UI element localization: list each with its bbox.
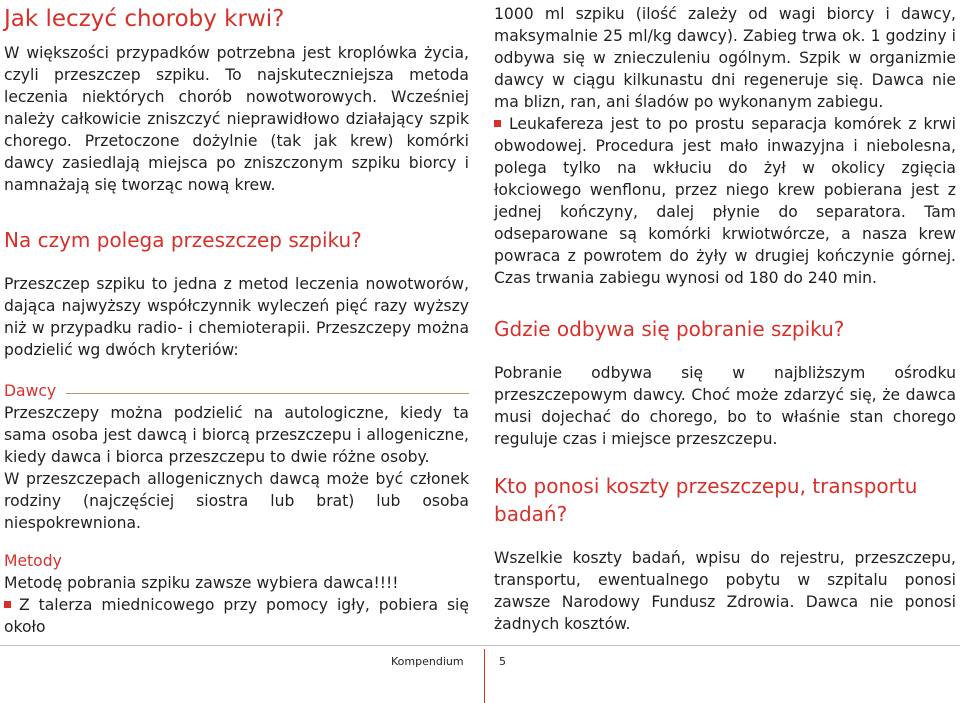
page-title: Jak leczyć choroby krwi? bbox=[4, 6, 285, 32]
right-column bbox=[494, 0, 956, 635]
transplant-paragraph: Przeszczep szpiku to jedna z metod leczenia nowotworów, dająca najwyższy współczynnik wyleczeń pięć razy wyższy niż w przypadku radio- i chemioterapii. Przeszczepy można podzielić wg dwóch kryteriów: bbox=[4, 275, 469, 359]
heading-rule bbox=[66, 393, 469, 394]
where-paragraph: Pobranie odbywa się w najbliższym ośrodku przeszczepowym dawcy. Choć może zdarzyć się, że dawca musi dojechać do chorego, bo to właśnie stan chorego reguluje czas i miejsce przeszczepu. bbox=[494, 364, 956, 448]
section-heading-where: Gdzie odbywa się pobranie szpiku? bbox=[494, 317, 845, 341]
methods-bullet-1 bbox=[4, 594, 469, 638]
bullet-1-continuation: 1000 ml szpiku (ilość zależy od wagi biorcy i dawcy, maksymalnie 25 ml/kg dawcy). Zabieg trwa ok. 1 godziny i odbywa się w znieczuleniu ogólnym. Szpik w organizmie dawcy w ciągu kilkunastu dni regeneruje się. Dawca nie ma blizn, ran, ani śladów po wykonanym zabiegu. bbox=[494, 5, 956, 111]
methods-bullet-2 bbox=[494, 113, 956, 289]
methods-heading: Metody bbox=[4, 552, 62, 570]
page-number: 5 bbox=[499, 655, 506, 668]
methods-heading-row bbox=[4, 550, 469, 572]
methods-bullet-1-text: Z talerza miednicowego przy pomocy igły, pobiera się około bbox=[4, 596, 469, 636]
bullet-square-icon bbox=[494, 120, 501, 127]
methods-intro: Metodę pobrania szpiku zawsze wybiera dawca!!!! bbox=[4, 574, 399, 592]
section-heading-costs: Kto ponosi koszty przeszczepu, transportu badań? bbox=[494, 474, 918, 526]
donors-paragraph-1: Przeszczepy można podzielić na autologiczne, kiedy ta sama osoba jest dawcą i biorcą przeszczepu i allogeniczne, kiedy dawca i biorca przeszczepu to dwie różne osoby. bbox=[4, 404, 469, 466]
footer-divider bbox=[484, 649, 485, 703]
methods-bullet-2-text: Leukafereza jest to po prostu separacja komórek z krwi obwodowej. Procedura jest mało inwazyjna i niebolesna, polega tylko na wkłuciu do żył w okolicy zgięcia łokciowego wenflonu, przez niego krew pobierana jest z jednej kończyny, dalej płynie do separatora. Tam odseparowane są komórki krwiotwórcze, a nasza krew powraca z powrotem do żyły w drugiej kończynie górnej. Czas trwania zabiegu wynosi od 180 do 240 min. bbox=[494, 115, 956, 287]
section-heading-transplant: Na czym polega przeszczep szpiku? bbox=[4, 228, 362, 252]
donors-heading-row bbox=[4, 380, 469, 402]
donors-heading: Dawcy bbox=[4, 382, 57, 400]
footer-label: Kompendium bbox=[391, 655, 464, 668]
intro-paragraph: W większości przypadków potrzebna jest kroplówka życia, czyli przeszczep szpiku. To najskuteczniejsza metoda leczenia niektórych chorób nowotworowych. Wcześniej należy całkowicie zniszczyć nieprawidłowo działający szpik chorego. Przetoczone dożylnie (tak jak krew) komórki dawcy zasiedlają miejsca po zniszczonym szpiku biorcy i namnażają się tworząc nową krew. bbox=[4, 44, 469, 194]
donors-paragraph-2: W przeszczepach allogenicznych dawcą może być członek rodziny (najczęściej siostra lub brat) lub osoba niespokrewniona. bbox=[4, 470, 469, 532]
costs-paragraph: Wszelkie koszty badań, wpisu do rejestru, przeszczepu, transportu, ewentualnego pobytu w szpitalu ponosi zawsze Narodowy Fundusz Zdrowia. Dawca nie ponosi żadnych kosztów. bbox=[494, 549, 956, 633]
left-column bbox=[4, 0, 469, 638]
bullet-square-icon bbox=[4, 601, 11, 608]
footer-rule bbox=[0, 645, 960, 646]
